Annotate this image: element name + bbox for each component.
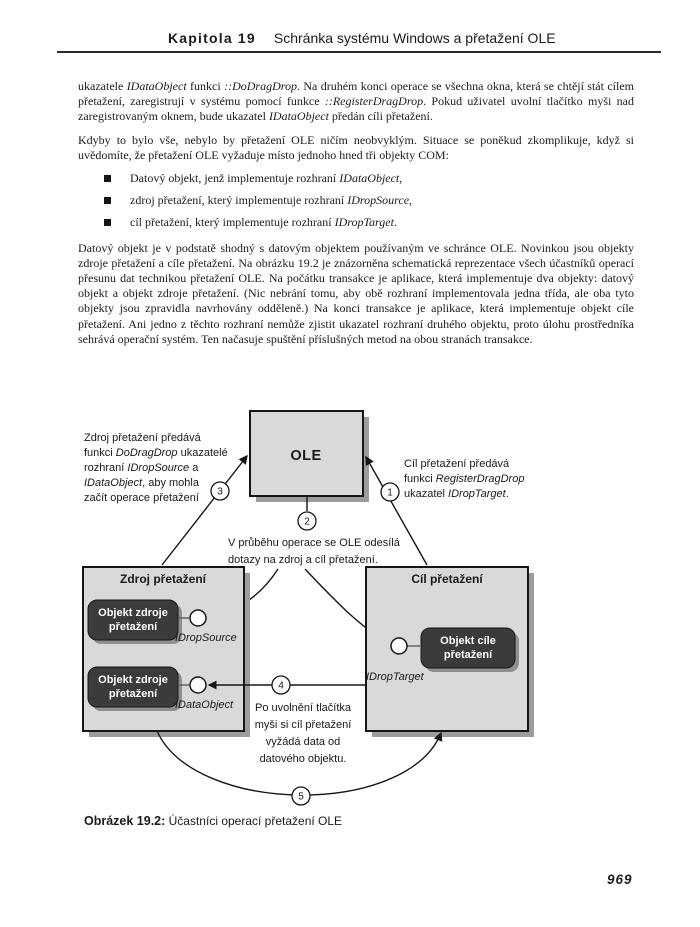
droptarget-interface-circle bbox=[391, 638, 407, 654]
paragraph-1: ukazatele IDataObject funkci ::DoDragDrop. Na druhém konci operace se všechna okna, která se chtějí stát cílem přetažení, zaregistrují v systému pomocí funkce ::RegisterDragDrop. Pokud uživatel uvolní tlačítko myši nad zaregistrovaným oknem, bude ukazatel IDataObject předán cíli přetažení. bbox=[78, 79, 634, 124]
bullet-item: cíl přetažení, který implementuje rozhraní IDropTarget. bbox=[78, 215, 634, 230]
bullet-square-icon bbox=[104, 197, 111, 204]
bullet-square-icon bbox=[104, 219, 111, 226]
step-number-1: 1 bbox=[387, 487, 393, 499]
chapter-number: Kapitola 19 bbox=[168, 30, 256, 46]
figure-19-2-diagram bbox=[0, 405, 700, 835]
step-number-2: 2 bbox=[304, 516, 310, 528]
source-object1-box bbox=[88, 600, 178, 640]
dataobject-label: IDataObject bbox=[175, 699, 234, 711]
bullet-list bbox=[78, 171, 634, 231]
note-drop-line1: Po uvolnění tlačítka bbox=[254, 702, 352, 714]
figure-caption bbox=[84, 814, 342, 828]
running-head bbox=[168, 30, 556, 46]
dropsource-label: IDropSource bbox=[175, 632, 237, 644]
header-rule bbox=[57, 51, 661, 53]
source-object1-line2: přetažení bbox=[108, 621, 158, 633]
target-object-line2: přetažení bbox=[443, 649, 493, 661]
note-source-line3: rozhraní IDropSource a bbox=[84, 462, 199, 474]
step-number-5: 5 bbox=[298, 791, 304, 803]
droptarget-label: IDropTarget bbox=[366, 671, 424, 683]
note-source-line4: IDataObject, aby mohla bbox=[84, 477, 199, 489]
dropsource-interface-circle bbox=[190, 610, 206, 626]
target-object-line1: Objekt cíle bbox=[440, 635, 496, 647]
target-box-title: Cíl přetažení bbox=[411, 572, 483, 586]
page-number: 969 bbox=[607, 872, 633, 887]
note-source-line5: začít operace přetažení bbox=[84, 492, 199, 504]
bullet-square-icon bbox=[104, 175, 111, 182]
chapter-title: Schránka systému Windows a přetažení OLE bbox=[273, 30, 556, 46]
note-target-line3: ukazatel IDropTarget. bbox=[404, 488, 509, 500]
body-column bbox=[78, 79, 634, 347]
source-object2-box bbox=[88, 667, 178, 707]
note-source-line1: Zdroj přetažení předává bbox=[84, 432, 201, 444]
bullet-item: Datový objekt, jenž implementuje rozhraní IDataObject, bbox=[78, 171, 634, 186]
step-number-4: 4 bbox=[278, 680, 284, 692]
source-box-title: Zdroj přetažení bbox=[119, 572, 207, 586]
note-target-line2: funkci RegisterDragDrop bbox=[404, 473, 525, 485]
note-drop-line3: vyžádá data od bbox=[265, 736, 341, 748]
figure-caption-label: Obrázek 19.2: bbox=[84, 814, 166, 828]
note-target-line1: Cíl přetažení předává bbox=[404, 458, 510, 470]
figure-caption-text: Účastníci operací přetažení OLE bbox=[165, 814, 343, 828]
step-number-3: 3 bbox=[217, 486, 223, 498]
paragraph-3: Datový objekt je v podstatě shodný s datovým objektem používaným ve schránce OLE. Novinkou jsou objekty zdroje přetažení a cíle přetažení. Na obrázku 19.2 je znázorněna schematická reprezentace všech účastníků operací přesunu dat technikou přetažení OLE. Na počátku transakce je aplikace, která implementuje dva objekty: datový objekt a objekt zdroje přetažení. (Nic nebrání tomu, aby obě rozhraní implementovala jedna třída, ale oba tyto objekty jsou zpravidla navrhovány odděleně.) Na konci transakce je aplikace, která implementuje objekt cíle přetažení. Ani jedno z těchto rozhraní nemůže zjistit ukazatel rozhraní druhého objektu, proto úlohu prostředníka sehrává operační systém. Ten načasuje spuštění příslušných metod na obou stranách transakce. bbox=[78, 240, 634, 346]
note-drop-line4: datového objektu. bbox=[259, 753, 347, 765]
target-object-box bbox=[421, 628, 515, 668]
paragraph-2: Kdyby to bylo vše, nebylo by přetažení OLE ničím neobvyklým. Situace se poněkud zkomplikuje, když si uvědomíte, že přetažení OLE vyžaduje místo jednoho hned tři objekty COM: bbox=[78, 132, 634, 162]
source-object2-line2: přetažení bbox=[108, 688, 158, 700]
bullet-item: zdroj přetažení, který implementuje rozhraní IDropSource, bbox=[78, 193, 634, 208]
note-ole-line1: V průběhu operace se OLE odesílá bbox=[228, 537, 400, 549]
dataobject-interface-circle bbox=[190, 677, 206, 693]
source-object2-line1: Objekt zdroje bbox=[98, 674, 168, 686]
ole-label: OLE bbox=[290, 448, 322, 464]
source-object1-line1: Objekt zdroje bbox=[98, 607, 168, 619]
note-drop-line2: myši si cíl přetažení bbox=[254, 719, 352, 731]
note-source-line2: funkci DoDragDrop ukazatelé bbox=[84, 447, 228, 459]
note-ole-line2: dotazy na zdroj a cíl přetažení. bbox=[228, 554, 378, 566]
